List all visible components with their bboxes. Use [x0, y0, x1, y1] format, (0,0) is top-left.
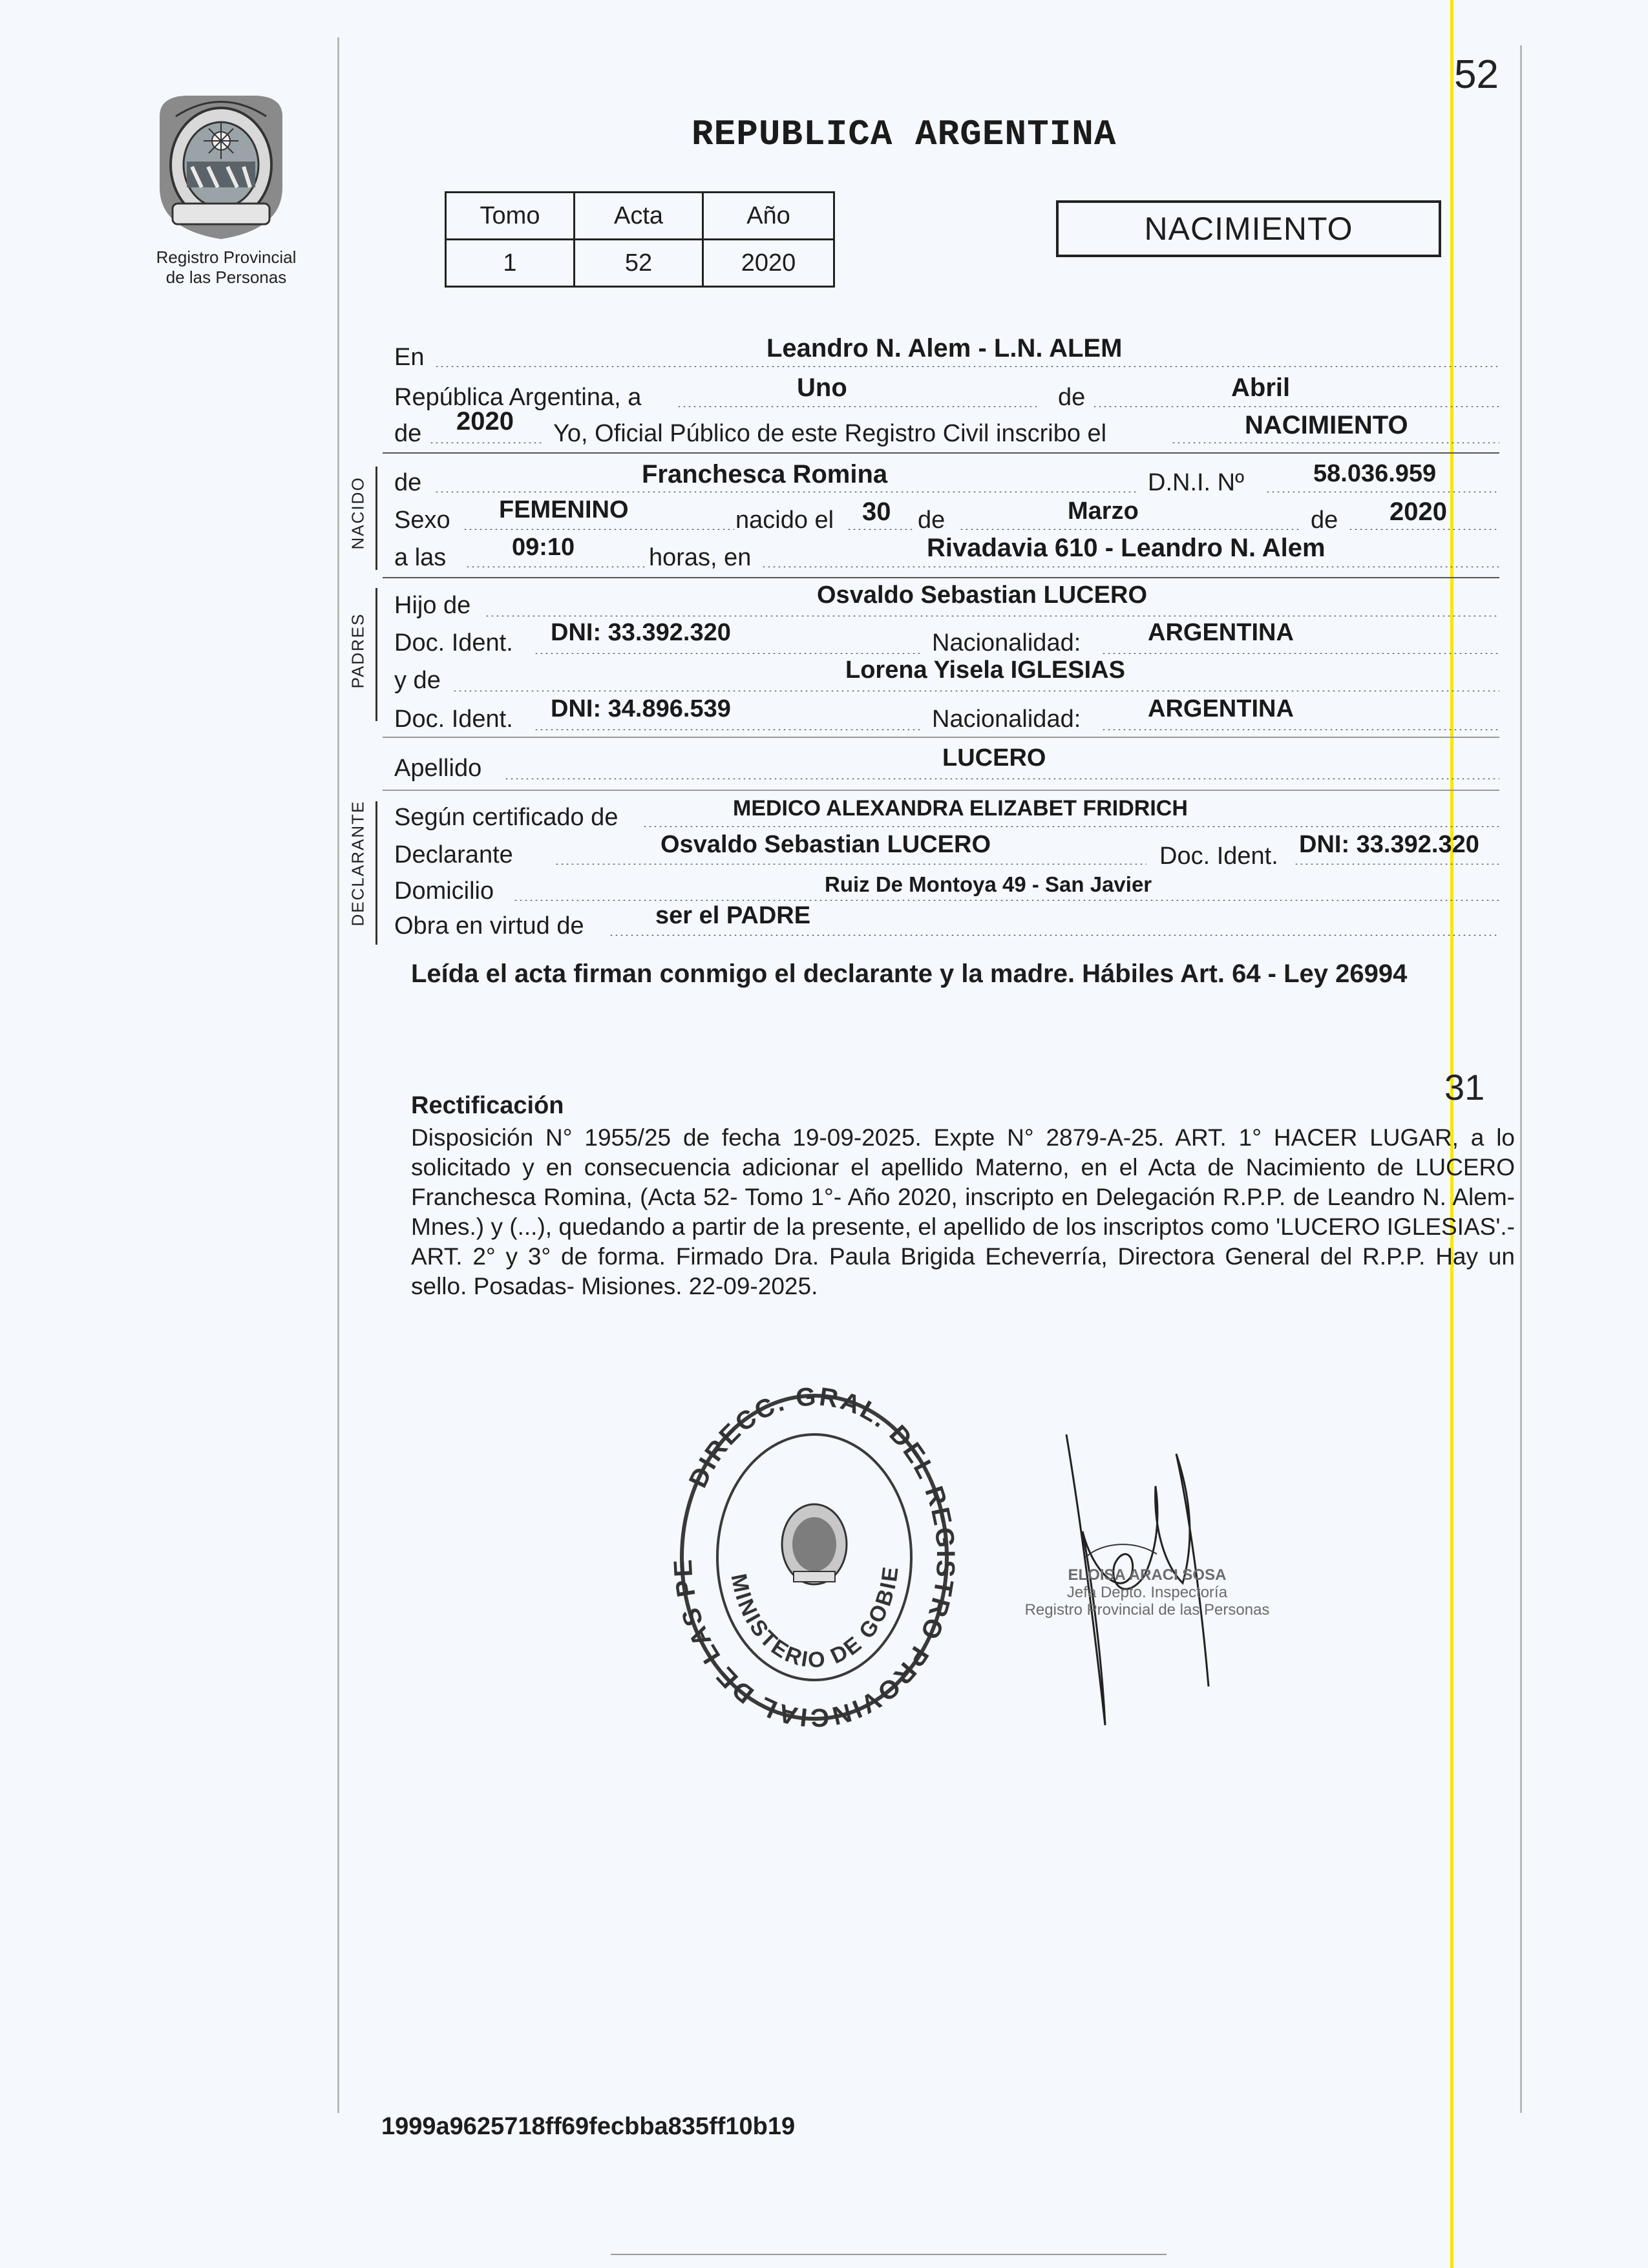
- dotted-line: [1092, 406, 1499, 407]
- nacido-de-label: de: [394, 469, 422, 496]
- newborn-dni: 58.036.959: [1313, 460, 1437, 487]
- document-hash: 1999a9625718ff69fecbba835ff10b19: [381, 2113, 796, 2140]
- separator: [383, 737, 1499, 738]
- apellido-value: LUCERO: [942, 744, 1046, 772]
- separator: [383, 577, 1499, 578]
- father-nac-label: Nacionalidad:: [932, 629, 1081, 656]
- dotted-line: [465, 566, 648, 567]
- de2-label: de: [394, 420, 422, 447]
- en-label: En: [394, 344, 425, 371]
- horas-label: horas, en: [649, 544, 752, 571]
- separator: [383, 452, 1499, 454]
- year-value: 2020: [456, 407, 514, 436]
- dotted-line: [555, 863, 1146, 865]
- signer-org: Registro Provincial de las Personas: [1024, 1601, 1270, 1619]
- hijo-label: Hijo de: [394, 592, 471, 619]
- dotted-line: [504, 778, 1499, 779]
- signer-role: Jefa Depto. Inspectoría: [1066, 1584, 1228, 1601]
- value-acta: 52: [575, 240, 703, 287]
- mother-doc-label: Doc. Ident.: [394, 706, 513, 733]
- mother-doc: DNI: 34.896.539: [551, 695, 731, 722]
- dotted-line: [463, 529, 734, 530]
- header-anio: Año: [703, 193, 834, 240]
- father-doc-label: Doc. Ident.: [394, 629, 513, 656]
- father-doc: DNI: 33.392.320: [551, 619, 731, 646]
- side-number: 31: [1444, 1067, 1485, 1108]
- dotted-line: [429, 442, 543, 443]
- dotted-line: [1101, 653, 1499, 654]
- dotted-line: [513, 899, 1499, 901]
- yo-label: Yo, Oficial Público de este Registro Civil inscribo el: [553, 420, 1107, 447]
- en-value: Leandro N. Alem - L.N. ALEM: [766, 334, 1123, 362]
- record-type-box: NACIMIENTO: [1056, 200, 1441, 257]
- dotted-line: [434, 366, 1499, 367]
- mother-nationality: ARGENTINA: [1148, 695, 1294, 722]
- declarante-label: Declarante: [394, 841, 513, 868]
- obra-label: Obra en virtud de: [394, 912, 584, 940]
- coat-of-arms-icon: [147, 90, 295, 242]
- father-nationality: ARGENTINA: [1148, 619, 1294, 646]
- nacido-section-label: NACIDO: [348, 476, 368, 550]
- separator: [383, 790, 1499, 791]
- nacido-el-label: nacido el: [735, 507, 834, 534]
- mother-name: Lorena Yisela IGLESIAS: [845, 656, 1125, 684]
- padres-bracket: [375, 588, 377, 721]
- dotted-line: [534, 729, 923, 730]
- signature-block: [995, 1566, 1299, 1619]
- left-frame-line: [337, 37, 339, 2113]
- mother-nac-label: Nacionalidad:: [932, 706, 1081, 733]
- page-title: REPUBLICA ARGENTINA: [692, 114, 1117, 155]
- header-acta: Acta: [575, 193, 703, 240]
- dotted-line: [434, 491, 1136, 492]
- birth-month: Marzo: [1068, 498, 1139, 525]
- value-anio: 2020: [703, 240, 834, 287]
- yde-label: y de: [394, 667, 441, 694]
- stamp-inner-text: MINISTERIO DE GOBIE: [726, 1563, 903, 1673]
- sexo-label: Sexo: [394, 507, 450, 534]
- father-name: Osvaldo Sebastian LUCERO: [817, 582, 1148, 609]
- logo-caption-line1: Registro Provincial: [156, 247, 297, 267]
- declarante-section-label: DECLARANTE: [348, 800, 368, 927]
- newborn-name: Franchesca Romina: [642, 460, 888, 488]
- dotted-line: [642, 826, 1499, 827]
- stamp-seal-icon: [672, 1383, 956, 1732]
- dni-label: D.N.I. Nº: [1148, 469, 1244, 496]
- signature-note: Leída el acta firman conmigo el declarante y la madre. Hábiles Art. 64 - Ley 26994: [411, 960, 1408, 988]
- month-value: Abril: [1231, 373, 1291, 402]
- value-tomo: 1: [446, 240, 575, 287]
- birth-place: Rivadavia 610 - Leandro N. Alem: [927, 534, 1326, 562]
- dotted-line: [677, 406, 1039, 407]
- republica-label: República Argentina, a: [394, 384, 642, 411]
- birth-day: 30: [862, 498, 891, 526]
- page-number: 52: [1454, 52, 1499, 97]
- signer-name: ELOISA ARACI SOSA: [1068, 1566, 1227, 1584]
- declarante-bracket: [375, 801, 377, 945]
- dotted-line: [1294, 863, 1499, 865]
- record-table: [445, 191, 835, 288]
- rectificacion-title: Rectificación: [411, 1092, 564, 1119]
- logo-caption-line2: de las Personas: [165, 268, 287, 287]
- dotted-line: [1348, 529, 1499, 530]
- dotted-line: [534, 653, 923, 654]
- dotted-line: [1171, 442, 1499, 443]
- bottom-edge-line: [611, 2254, 1167, 2255]
- cert-label: Según certificado de: [394, 804, 618, 831]
- registry-logo: [139, 90, 313, 288]
- dotted-line: [1265, 491, 1499, 492]
- domicilio-label: Domicilio: [394, 877, 494, 905]
- de-label: de: [1058, 384, 1086, 411]
- birth-de-label-2: de: [1311, 507, 1338, 534]
- sexo-value: FEMENINO: [499, 496, 629, 523]
- declarante-doc: DNI: 33.392.320: [1299, 831, 1479, 858]
- record-table-value-row: [446, 240, 834, 287]
- dotted-line: [485, 615, 1499, 616]
- alas-label: a las: [394, 544, 447, 571]
- day-value: Uno: [797, 373, 847, 402]
- dotted-line: [609, 934, 1499, 936]
- stamp-outer-text: DIRECC. GRAL. DEL RE TRO PROVINCIAL DE LAS P: [672, 1383, 956, 1732]
- dotted-line: [761, 566, 1499, 567]
- right-frame-line: [1520, 45, 1522, 2113]
- birth-de-label: de: [918, 507, 945, 534]
- rectificacion-body: Disposición N° 1955/25 de fecha 19-09-2025. Expte N° 2879-A-25. ART. 1° HACER LUGAR, a lo solicitado y en consecuencia adicionar el apellido Materno, en el Acta de Nacimiento de LUCERO Franchesca Romina, (Acta 52- Tomo 1°- Año 2020, inscripto en Delegación R.P.P. de Leandro N. Alem- Mnes.) y (...), quedando a partir de la presente, el apellido de los inscriptos como 'LUCERO IGLESIAS'.- ART. 2° y 3° de forma. Firmado Dra. Paula Brigida Echeverría, Directora General del R.P.P. Hay un sello. Posadas- Misiones. 22-09-2025.: [411, 1124, 1515, 1299]
- apellido-label: Apellido: [394, 755, 482, 782]
- birth-time: 09:10: [512, 534, 575, 561]
- inscribo-value: NACIMIENTO: [1245, 411, 1408, 439]
- birth-year: 2020: [1389, 498, 1447, 526]
- dotted-line: [847, 529, 914, 530]
- header-tomo: Tomo: [446, 193, 575, 240]
- nacido-bracket: [375, 467, 377, 570]
- dotted-line: [1101, 729, 1499, 730]
- cert-value: MEDICO ALEXANDRA ELIZABET FRIDRICH: [733, 796, 1188, 821]
- dotted-line: [959, 529, 1300, 530]
- declarante-name: Osvaldo Sebastian LUCERO: [660, 831, 991, 858]
- declarante-doc-label: Doc. Ident.: [1159, 843, 1278, 870]
- domicilio-value: Ruiz De Montoya 49 - San Javier: [825, 872, 1152, 896]
- official-stamp: [672, 1383, 956, 1732]
- padres-section-label: PADRES: [348, 613, 368, 689]
- dotted-line: [452, 690, 1499, 691]
- record-table-header-row: [446, 193, 834, 240]
- obra-value: ser el PADRE: [655, 902, 811, 929]
